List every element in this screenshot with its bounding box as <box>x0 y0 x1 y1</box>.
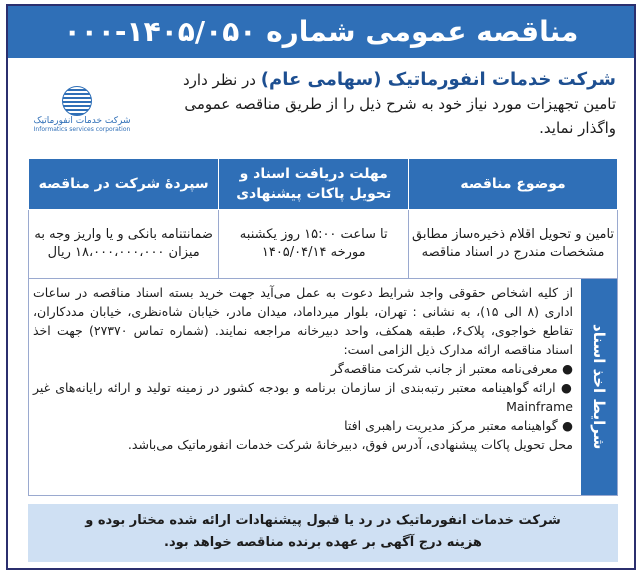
table-row <box>29 210 618 279</box>
conditions-side-label: شرایط اخذ اسناد <box>581 279 617 495</box>
logo-text-en: Informatics services corporation <box>33 126 131 133</box>
logo-text-fa: شرکت خدمات انفورماتیک <box>33 116 131 126</box>
table-header-row <box>29 159 618 210</box>
list-item: ● ارائه گواهینامه معتبر رتبه‌بندی از سازمان برنامه و بودجه کشور در زمینه تولید و ارائه رایانه‌های غیر Mainframe <box>33 380 573 414</box>
cell-deadline: تا ساعت ۱۵:۰۰ روز یکشنبه مورخه ۱۴۰۵/۰۴/۱۴ <box>219 210 409 279</box>
delivery-text: محل تحویل پاکات پیشنهادی، آدرس فوق، دبیرخانهٔ شرکت خدمات انفورماتیک می‌باشد. <box>127 437 573 452</box>
header-deadline: مهلت دریافت اسناد و تحویل پاکات پیشنهادی <box>219 159 409 210</box>
bullet-icon: ● <box>555 380 573 395</box>
company-block <box>8 62 634 154</box>
header-deposit: سپردهٔ شرکت در مناقصه <box>29 159 219 210</box>
footer-line-2: هزینه درج آگهی بر عهده برنده مناقصه خواهد بود. <box>164 535 482 550</box>
conditions-body <box>33 283 573 454</box>
bullet-icon: ● <box>557 418 573 433</box>
tender-notice <box>6 4 636 570</box>
cell-subject: تامین و تحویل اقلام ذخیره‌ساز مطابق مشخصات مندرج در اسناد مناقصه <box>409 210 618 279</box>
list-item: ● معرفی‌نامه معتبر از جانب شرکت مناقصه‌گر <box>330 361 573 376</box>
conditions-paragraph: از کلیه اشخاص حقوقی واجد شرایط دعوت به عمل می‌آید جهت خرید بسته اسناد مناقصه در ساعات اداری (۸ الی ۱۵)، به نشانی : تهران، بلوار میرداماد، میدان مادر، خیابان شاه‌نظری، خیابان مددکاران، تقاطع خواجوی، پلاک۶، طبقه همکف، واحد دبیرخانه مراجعه نمایند. (شماره تماس ۲۷۳۷۰) جهت اخذ اسناد مناقصه ارائه مدارک ذیل الزامی است: <box>33 285 574 357</box>
company-name: شرکت خدمات انفورماتیک (سهامی عام) <box>260 69 616 90</box>
cell-deposit: ضمانتنامه بانکی و یا واریز وجه به میزان ۱۸،۰۰۰،۰۰۰،۰۰۰ ریال <box>29 210 219 279</box>
intro-rest: در نظر دارد تامین تجهیزات مورد نیاز خود به شرح ذیل را از طریق مناقصه عمومی واگذار نماید. <box>183 71 616 137</box>
header-subject: موضوع مناقصه <box>409 159 618 210</box>
conditions-box <box>28 278 618 496</box>
intro-text <box>146 68 616 140</box>
globe-icon <box>62 86 92 116</box>
notice-title: مناقصه عمومی شماره ۱۴۰۵/۰۵۰-۰۰۰ <box>8 6 634 58</box>
footer-note <box>28 504 618 562</box>
company-logo <box>22 86 142 133</box>
footer-line-1: شرکت خدمات انفورماتیک در رد یا قبول پیشنهادات ارائه شده مختار بوده و <box>85 513 561 528</box>
bullet-icon: ● <box>557 361 573 376</box>
tender-table <box>28 158 618 279</box>
list-item: ● گواهینامه معتبر مرکز مدیریت راهبری افتا <box>344 418 573 433</box>
